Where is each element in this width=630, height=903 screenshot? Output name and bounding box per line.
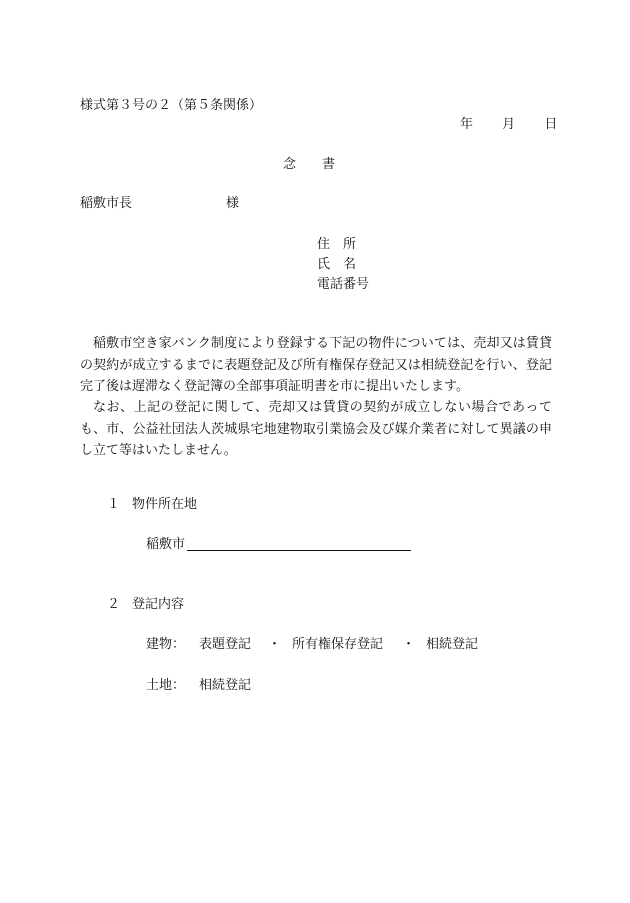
document-title: 念 書 — [283, 157, 336, 172]
applicant-phone-label: 電話番号 — [317, 277, 370, 292]
date-month: 月 — [502, 117, 516, 132]
date-line — [460, 116, 557, 134]
item1-label: 物件所在地 — [132, 497, 198, 512]
building-option-title-registration: 表題登記 — [199, 637, 252, 652]
body-paragraph-1: 稲敷市空き家バンク制度により登録する下記の物件については、売却又は賃貸の契約が成立するまでに表題登記及び所有権保存登記又は相続登記を行い、登記完了後は遅滞なく登記簿の全部事項証明書を市に提出いたします。 — [80, 336, 552, 394]
item1-city: 稲敷市 — [146, 537, 186, 552]
building-option-ownership-preservation: 所有権保存登記 — [292, 637, 384, 652]
building-label: 建物： — [146, 637, 186, 652]
item2-number: ２ — [107, 597, 121, 612]
building-option-separator-2: ・ — [402, 637, 416, 652]
building-option-separator-1: ・ — [268, 637, 282, 652]
applicant-name-label: 氏 名 — [317, 257, 357, 272]
applicant-address-label: 住 所 — [317, 237, 357, 252]
land-label: 土地： — [146, 678, 186, 693]
form-number: 様式第３号の２（第５条関係） — [80, 98, 263, 113]
building-option-inheritance: 相続登記 — [426, 637, 479, 652]
land-option-inheritance: 相続登記 — [199, 678, 252, 693]
location-underline — [187, 550, 411, 551]
addressee-name: 稲敷市長 — [80, 196, 133, 211]
date-day: 日 — [544, 117, 558, 132]
addressee-honorific: 様 — [226, 196, 240, 211]
body-paragraph-2: なお、上記の登記に関して、売却又は賃貸の契約が成立しない場合であっても、市、公益社団法人茨城県宅地建物取引業協会及び媒介業者に対して異議の申し立て等はいたしません。 — [80, 400, 552, 458]
item1-number: １ — [107, 497, 121, 512]
date-year: 年 — [460, 117, 474, 132]
item2-label: 登記内容 — [132, 597, 185, 612]
